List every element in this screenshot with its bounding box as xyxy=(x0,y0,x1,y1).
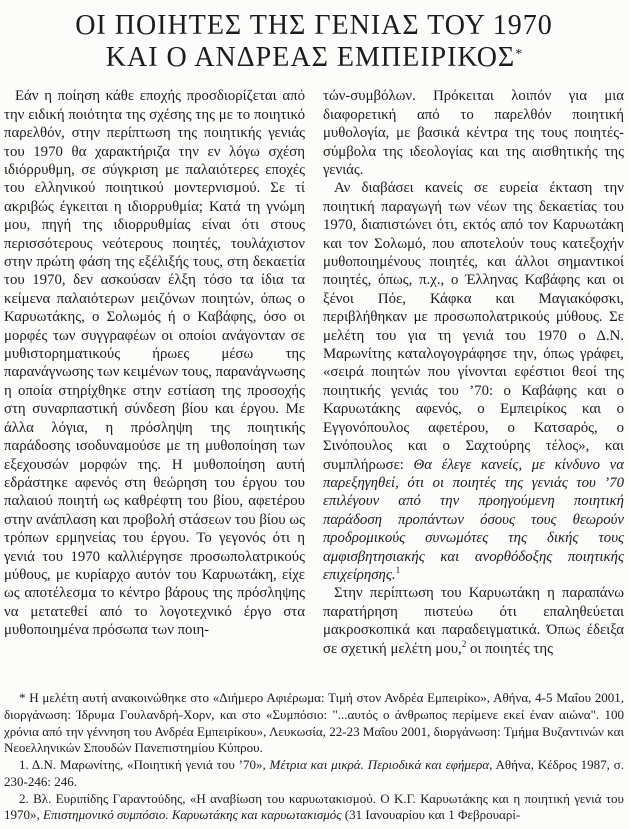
paragraph xyxy=(323,87,624,179)
text-run: (31 Ιανουαρίου και 1 Φεβρουαρί- xyxy=(341,807,521,823)
text-run: οι ποιητές της xyxy=(466,640,553,657)
footnotes-block xyxy=(4,690,624,829)
title-footnote-asterisk: * xyxy=(515,47,523,63)
page-title xyxy=(4,10,624,74)
text-run: Στην περίπτωση του Καρυωτάκη η παραπάνω παρατήρηση πιστεύω ότι επαληθεύεται μακροσκοπικά και παραδειγματικά. Όπως έδειξα σε σχετική μελέτη μου, xyxy=(323,585,624,657)
text-run: Θα έλεγε κανείς, με κίνδυνο να παρεξηγηθεί, ότι οι ποιητές της γενιάς του ’70 επιλέγουν από την προηγούμενη ποιητική παράδοση προπάντων όσους τους θεωρούν προδρομικούς συνωμότες της δικής τους αμφισβητησιακής και ανορθόδοξης ποιητικής επιχείρησης. xyxy=(323,456,624,583)
text-run: 2. Βλ. Ευριπίδης Γαραντούδης, «Η αναβίωση του καρυωτακισμού. Ο Κ.Γ. Καρυωτάκης και η ποιητική γενιά του 1970», xyxy=(4,790,624,823)
title-line-2: ΚΑΙ Ο ΑΝΔΡΕΑΣ ΕΜΠΕΙΡΙΚΟΣ xyxy=(105,42,516,74)
text-run: * Η μελέτη αυτή ανακοινώθηκε στο «Διήμερο Αφιέρωμα: Τιμή στον Ανδρέα Εμπειρίκο», Αθήνα, 4-5 Μαΐου 2001, διοργάνωση: Ίδρυμα Γουλανδρή-Χορν, και στο «Συμπόσιο: "...αυτός ο άνθρωπος περίμενε εκεί έναν αιώνα". 100 χρόνια από την γέννηση του Ανδρέα Εμπειρίκου», Λευκωσία, 22-23 Μαΐου 2001, διοργάνωση: Τμήμα Βυζαντινών και Νεοελληνικών Σπουδών Πανεπιστημίου Κύπρου. xyxy=(4,690,624,756)
text-run: Αν διαβάσει κανείς σε ευρεία έκταση την ποιητική παραγωγή των νέων της δεκαετίας του 1970, διαπιστώνει ότι, εκτός από τον Καρυωτάκη και τον Σολωμό, που αποτελούν τους κατεξοχήν μυθοποιημένους ποιητές, και άλλοι σημαντικοί ποιητές, όπως, π.χ., ο Έλληνας Καβάφης και οι ξένοι Πόε, Κάφκα και Μαγιακόφσκι, περιβλήθηκαν με προσωπολατρικούς μύθους. Σε μελέτη του για τη γενιά του 1970 ο Δ.Ν. Μαρωνίτης καταλογογράφησε την, όπως γράφει, «σειρά ποιητών που γίνονται εφέστιοι θεοί της ποιητικής γενιάς του ’70: ο Καβάφης και ο Καρυωτάκης αφενός, ο Εμπειρίκος και ο Εγγονόπουλος αφετέρου, ο Κατσαρός, ο Σινόπουλος και ο Σαχτούρης τέλος», και συμπλήρωσε: xyxy=(323,180,624,473)
paragraph xyxy=(323,179,624,584)
text-run: 1. Δ.Ν. Μαρωνίτης, «Ποιητική γενιά του ’70», xyxy=(19,757,270,773)
text-run: Επιστημονικό συμπόσιο. Καρυωτάκης και καρυωτακισμός xyxy=(43,807,342,823)
paragraph xyxy=(4,690,624,757)
text-run: τών-συμβόλων. Πρόκειται λοιπόν για μια διαφορετική από το παρελθόν ποιητική μυθολογία, με βασικά κέντρα της τους ποιητές-σύμβολα της ιδεολογίας και της αισθητικής της γενιάς. xyxy=(323,88,624,178)
title-line-1: ΟΙ ΠΟΙΗΤΕΣ ΤΗΣ ΓΕΝΙΑΣ ΤΟΥ 1970 xyxy=(75,10,553,41)
text-run: Μέτρια και μικρά. Περιοδικά και εφήμερα xyxy=(269,757,490,773)
paragraph xyxy=(4,87,305,639)
text-run: Εάν η ποίηση κάθε εποχής προσδιορίζεται από την ειδική ποιότητα της σχέσης της με το ποιητικό παρελθόν, στην περίπτωση της ποιητικής γενιάς του 1970 θα χαρακτήριζα την εν λόγω σχέση ιδιόρρυθμη, σε σύγκριση με παλαιότερες εποχές του ελληνικού ποιητικού μοντερνισμού. Σε τί ακριβώς έγκειται η ιδιορρυθμία; Κατά τη γνώμη μου, πηγή της ιδιορρυθμίας είναι ότι στους περισσότερους νεότερους ποιητές, τουλάχιστον στην πρώτη φάση της εξέλιξής τους, στη δεκαετία του 1970, δεν ασκούσαν έλξη τόσο τα ίδια τα κείμενα παλαιότερων μειζόνων ποιητών, όπως ο Καρυωτάκης, ο Σολωμός ή ο Καβάφης, όσο οι μορφές των συγγραφέων οι οποίοι ανάγονταν σε μυθιστορηματικούς ήρωες μέσω της παρανάγνωσης των κειμένων τους, παρανάγνωσης η οποία στηρίχθηκε στην εστίαση της προσοχής στη συναρπαστική σύνδεση βίου και έργου. Με άλλα λόγια, η πρόσληψη της ποιητικής παράδοσης ισοδυναμούσε με τη μυθοποίηση των εξεχουσών μορφών της. Η μυθοποίηση αυτή εδράστηκε αφενός στη θεώρηση του έργου του παλαιού ποιητή ως καθρέφτη του βίου, αφετέρου στην ανάπλαση και προβολή στάσεων του βίου ως τρόπων ερμηνείας του έργου. Το γεγονός ότι η γενιά του 1970 καλλιέργησε προσωπολατρικούς μύθους, με κυρίαρχο αυτόν του Καρυωτάκη, είχε ως αποτέλεσμα το κέντρο βάρους της πρόσληψης να μετατεθεί από το λογοτεχνικό έργο στα μυθοποιημένα πρόσωπα των ποιη- xyxy=(4,88,305,639)
paragraph xyxy=(4,791,624,824)
footnote-reference: 2 xyxy=(461,638,467,649)
paragraph xyxy=(323,584,624,658)
article-body xyxy=(4,87,624,677)
right-column xyxy=(323,87,624,677)
text-run: , Αθήνα, Κέδρος 1987, σ. 230-246: 246. xyxy=(4,757,624,789)
left-column xyxy=(4,87,305,677)
footnote-reference: 1 xyxy=(395,565,401,576)
paragraph xyxy=(4,757,624,790)
